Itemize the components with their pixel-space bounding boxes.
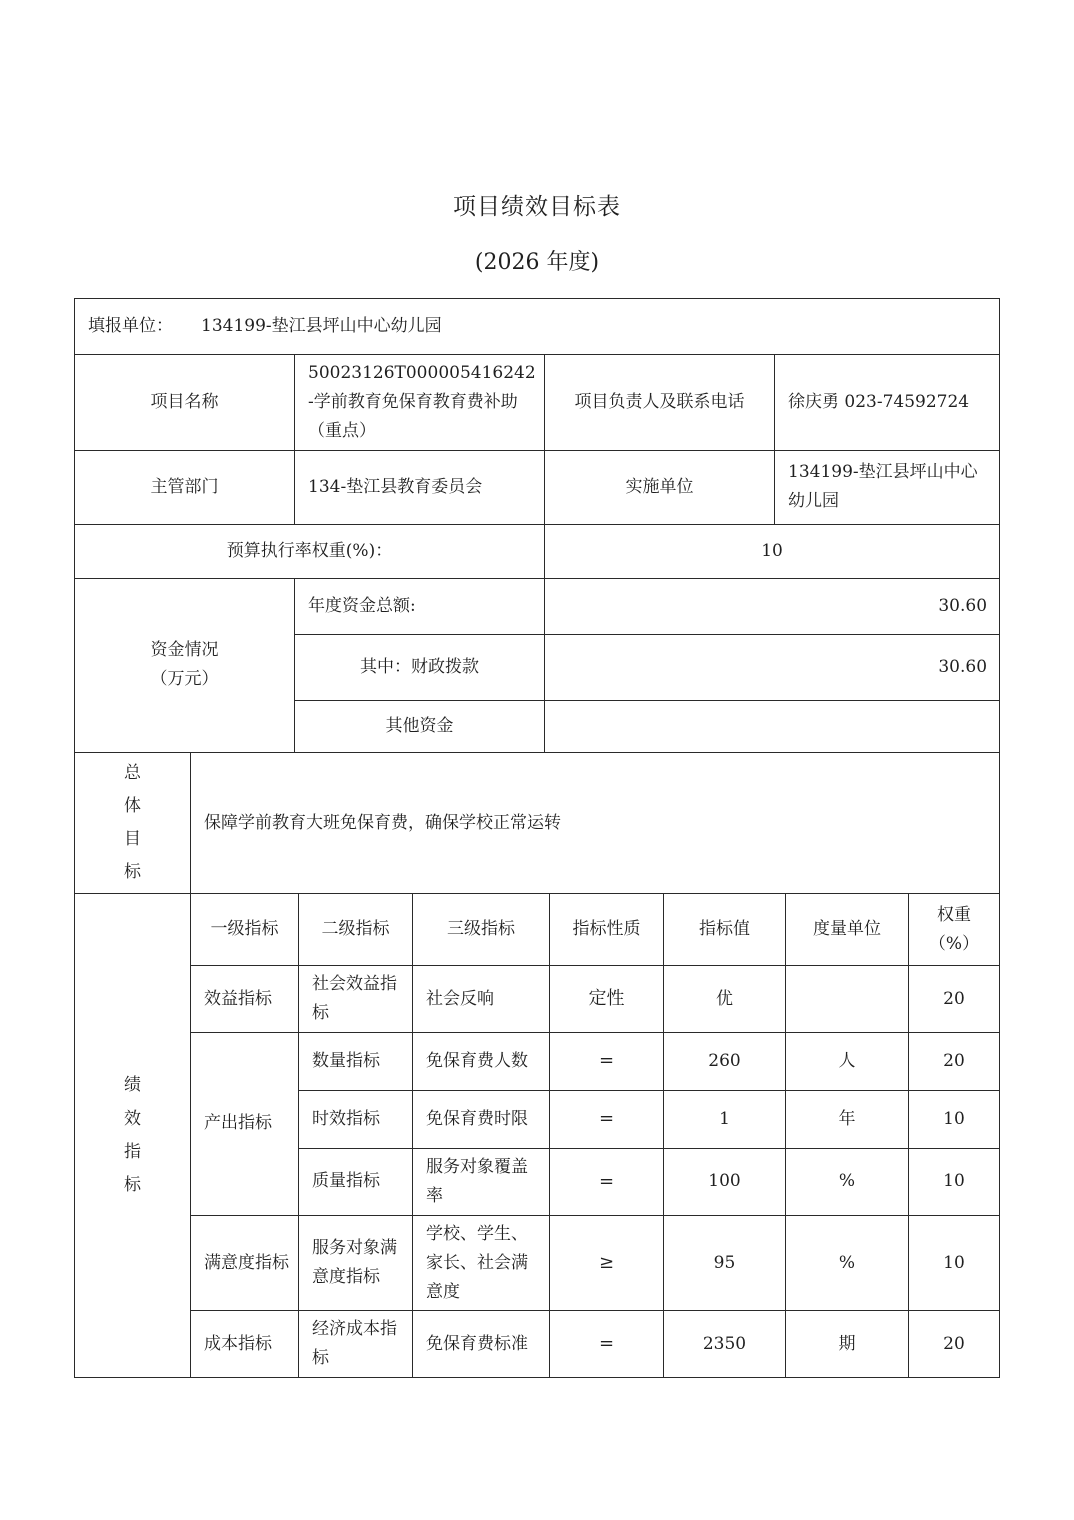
indicator-l2: 数量指标 (299, 1033, 413, 1091)
funding-other-value (545, 700, 1000, 752)
indicator-value: 1 (664, 1091, 786, 1149)
indicator-l3: 学校、学生、家长、社会满意度 (413, 1215, 550, 1311)
indicator-nature: 定性 (550, 966, 664, 1033)
header-level3: 三级指标 (413, 894, 550, 966)
indicator-nature: = (550, 1091, 664, 1149)
indicator-l3: 免保育费人数 (413, 1033, 550, 1091)
indicator-row-output-quantity (75, 1033, 1000, 1091)
budget-execution-weight-value: 10 (545, 524, 1000, 578)
supervisor-dept-label: 主管部门 (75, 450, 295, 524)
implement-unit-label: 实施单位 (545, 450, 775, 524)
indicator-value: 260 (664, 1033, 786, 1091)
funding-total-label: 年度资金总额: (295, 578, 545, 634)
indicator-header-row (75, 894, 1000, 966)
funding-other-label: 其他资金 (295, 700, 545, 752)
indicator-row-cost (75, 1311, 1000, 1378)
performance-section-label: 绩效指标 (123, 1075, 141, 1195)
header-nature: 指标性质 (550, 894, 664, 966)
funding-total-value: 30.60 (545, 578, 1000, 634)
project-leader-label: 项目负责人及联系电话 (545, 355, 775, 451)
header-unit: 度量单位 (786, 894, 909, 966)
indicator-nature: ≥ (550, 1215, 664, 1311)
overall-goal-label-cell (75, 752, 191, 894)
indicator-l1: 效益指标 (191, 966, 299, 1033)
header-value: 指标值 (664, 894, 786, 966)
indicator-weight: 20 (909, 966, 1000, 1033)
indicator-l2: 质量指标 (299, 1149, 413, 1216)
indicator-value: 95 (664, 1215, 786, 1311)
performance-target-table (74, 298, 1001, 1378)
indicator-l3: 社会反响 (413, 966, 550, 1033)
indicator-value: 2350 (664, 1311, 786, 1378)
funding-total-row (75, 578, 1000, 634)
overall-goal-table (74, 752, 1000, 895)
indicator-l3: 服务对象覆盖率 (413, 1149, 550, 1216)
indicator-unit: % (786, 1215, 909, 1311)
overall-goal-content: 保障学前教育大班免保育费，确保学校正常运转 (191, 752, 1000, 894)
indicator-weight: 20 (909, 1033, 1000, 1091)
indicator-l2: 经济成本指标 (299, 1311, 413, 1378)
reporting-unit-value: 134199-垫江县坪山中心幼儿园 (201, 316, 442, 337)
reporting-unit-label: 填报单位： (88, 316, 173, 337)
indicator-unit: 年 (786, 1091, 909, 1149)
indicator-l3: 免保育费时限 (413, 1091, 550, 1149)
project-name-row (75, 355, 1000, 451)
implement-unit-value: 134199-垫江县坪山中心幼儿园 (775, 450, 1000, 524)
funding-fiscal-label: 其中：财政拨款 (295, 634, 545, 700)
indicator-row-benefit (75, 966, 1000, 1033)
header-level2: 二级指标 (299, 894, 413, 966)
funding-group-label-line1: 资金情况 (150, 640, 219, 661)
header-weight: 权重（%） (909, 894, 1000, 966)
overall-goal-label: 总体目标 (123, 762, 141, 883)
funding-group-label (75, 578, 295, 752)
indicator-weight: 10 (909, 1091, 1000, 1149)
indicator-l1: 产出指标 (191, 1033, 299, 1216)
indicator-row-satisfaction (75, 1215, 1000, 1311)
indicator-nature: = (550, 1311, 664, 1378)
document-title: 项目绩效目标表 (453, 194, 621, 220)
document-subtitle: (2026 年度) (474, 250, 600, 275)
performance-indicators-table (74, 893, 1000, 1378)
indicator-unit: 期 (786, 1311, 909, 1378)
reporting-unit-cell (75, 299, 1000, 355)
funding-group-label-line2: （万元） (150, 669, 219, 690)
reporting-unit-row (75, 299, 1000, 355)
indicator-value: 优 (664, 966, 786, 1033)
indicator-weight: 10 (909, 1215, 1000, 1311)
project-name-value: 50023126T000005416242-学前教育免保育教育费补助（重点） (295, 355, 545, 451)
project-leader-value: 徐庆勇 023-74592724 (775, 355, 1000, 451)
budget-execution-weight-label: 预算执行率权重(%)： (75, 524, 545, 578)
indicator-unit: 人 (786, 1033, 909, 1091)
indicator-unit (786, 966, 909, 1033)
header-level1: 一级指标 (191, 894, 299, 966)
indicator-l2: 时效指标 (299, 1091, 413, 1149)
indicator-nature: = (550, 1149, 664, 1216)
overall-goal-row (75, 752, 1000, 894)
indicator-l1: 成本指标 (191, 1311, 299, 1378)
indicator-l2: 社会效益指标 (299, 966, 413, 1033)
indicator-weight: 10 (909, 1149, 1000, 1216)
indicator-weight: 20 (909, 1311, 1000, 1378)
performance-section-label-cell (75, 894, 191, 1378)
indicator-l2: 服务对象满意度指标 (299, 1215, 413, 1311)
indicator-l3: 免保育费标准 (413, 1311, 550, 1378)
funding-fiscal-value: 30.60 (545, 634, 1000, 700)
indicator-nature: = (550, 1033, 664, 1091)
budget-execution-weight-row (75, 524, 1000, 578)
indicator-unit: % (786, 1149, 909, 1216)
indicator-value: 100 (664, 1149, 786, 1216)
info-section-table (74, 298, 1000, 753)
indicator-l1: 满意度指标 (191, 1215, 299, 1311)
project-name-label: 项目名称 (75, 355, 295, 451)
supervisor-dept-value: 134-垫江县教育委员会 (295, 450, 545, 524)
supervisor-dept-row (75, 450, 1000, 524)
